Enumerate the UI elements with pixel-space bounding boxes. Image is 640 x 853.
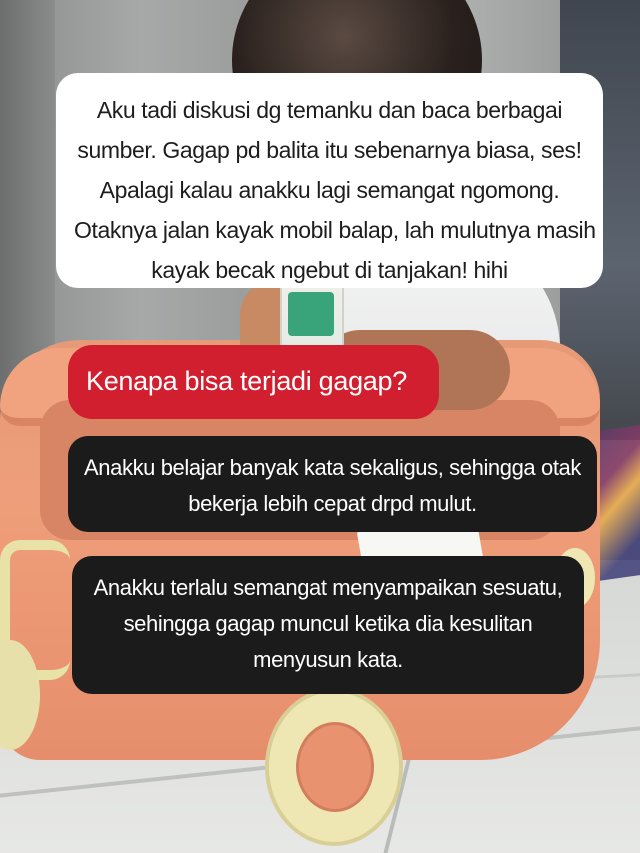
- drink-box-label: [288, 292, 334, 336]
- intro-line: Apalagi kalau anakku lagi semangat ngomong.: [99, 177, 560, 203]
- section-heading: [68, 345, 439, 419]
- reason-box-2: [72, 556, 584, 694]
- reason-box-1: [68, 436, 597, 532]
- reason-line: menyusun kata.: [253, 647, 403, 672]
- intro-line: kayak becak ngebut di tanjakan! hihi: [151, 257, 508, 283]
- section-heading-text: Kenapa bisa terjadi gagap?: [86, 366, 407, 396]
- reason-line: bekerja lebih cepat drpd mulut.: [188, 491, 477, 516]
- intro-line: Aku tadi diskusi dg temanku dan baca berbagai: [96, 97, 563, 123]
- intro-bubble: [56, 73, 603, 288]
- intro-line: Otaknya jalan kayak mobil balap, lah mulutnya masih: [74, 217, 596, 243]
- intro-line: sumber. Gagap pd balita itu sebenarnya biasa, ses!: [77, 137, 582, 163]
- toy-car-wheel-hub: [296, 722, 374, 812]
- reason-line: Anakku terlalu semangat menyampaikan sesuatu,: [93, 575, 563, 600]
- reason-line: sehingga gagap muncul ketika dia kesulitan: [123, 611, 533, 636]
- reason-line: Anakku belajar banyak kata sekaligus, sehingga otak: [84, 455, 581, 480]
